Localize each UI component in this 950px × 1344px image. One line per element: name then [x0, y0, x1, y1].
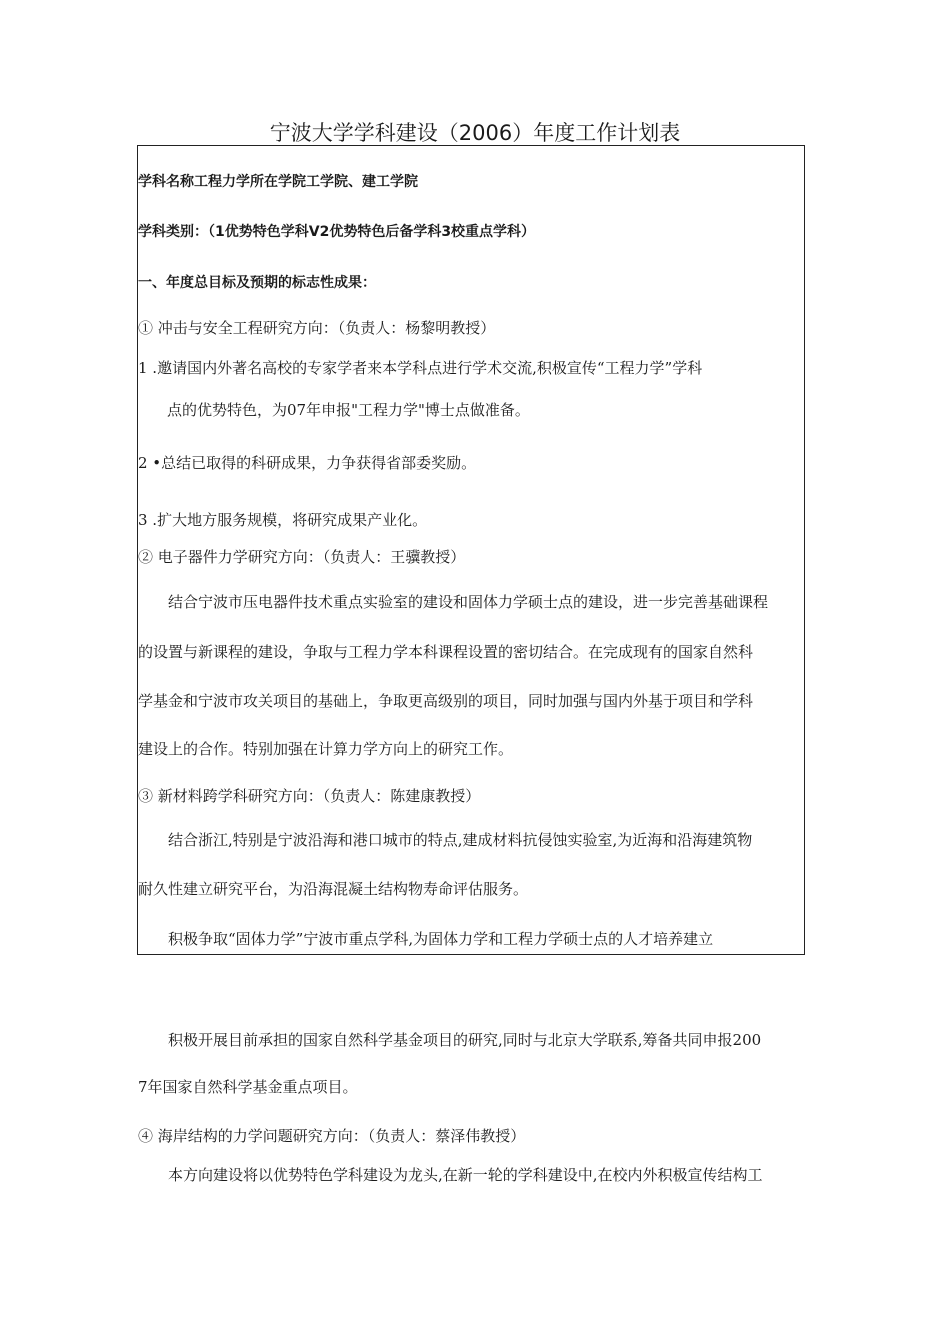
direction-3-paragraph-line-1: 结合浙江,特别是宁波沿海和港口城市的特点,建成材料抗侵蚀实验室,为近海和沿海建筑物: [168, 831, 753, 849]
direction-1-item-1-cont: 点的优势特色，为07年申报"工程力学"博士点做准备。: [167, 401, 530, 419]
direction-1-item-2: 2 •总结已取得的科研成果，力争获得省部委奖励。: [138, 454, 477, 472]
direction-2-heading: ② 电子器件力学研究方向：（负责人：王骥教授）: [138, 548, 466, 566]
direction-3-paragraph-line-2: 耐久性建立研究平台，为沿海混凝土结构物寿命评估服务。: [138, 880, 529, 898]
direction-1-heading: ① 冲击与安全工程研究方向：（负责人：杨黎明教授）: [138, 319, 496, 337]
direction-2-paragraph-line-4: 建设上的合作。特别加强在计算力学方向上的研究工作。: [138, 740, 514, 758]
direction-4-paragraph-line-1: 本方向建设将以优势特色学科建设为龙头,在新一轮的学科建设中,在校内外积极宣传结构工: [168, 1166, 763, 1184]
direction-3-heading: ③ 新材料跨学科研究方向：（负责人：陈建康教授）: [138, 787, 481, 805]
document-title: 宁波大学学科建设（2006）年度工作计划表: [269, 121, 681, 145]
discipline-info-line: 学科名称工程力学所在学院工学院、建工学院: [138, 174, 418, 190]
direction-2-paragraph-line-2: 的设置与新课程的建设，争取与工程力学本科课程设置的密切结合。在完成现有的国家自然科: [138, 643, 754, 661]
direction-1-item-1: 1 .邀请国内外著名高校的专家学者来本学科点进行学术交流,积极宣传“工程力学”学科: [138, 359, 703, 377]
direction-1-item-3: 3 .扩大地方服务规模，将研究成果产业化。: [138, 511, 428, 529]
section-heading-annual-goals: 一、年度总目标及预期的标志性成果：: [138, 275, 376, 291]
continuation-paragraph-line-2: 7年国家自然科学基金重点项目。: [138, 1078, 358, 1096]
direction-3-paragraph-line-3: 积极争取“固体力学”宁波市重点学科,为固体力学和工程力学硕士点的人才培养建立: [168, 930, 714, 948]
direction-4-heading: ④ 海岸结构的力学问题研究方向：（负责人：蔡泽伟教授）: [138, 1127, 526, 1145]
direction-2-paragraph-line-3: 学基金和宁波市攻关项目的基础上，争取更高级别的项目，同时加强与国内外基于项目和学科: [138, 692, 754, 710]
discipline-category-line: 学科类别：（1优势特色学科V2优势特色后备学科3校重点学科）: [138, 224, 536, 240]
direction-2-paragraph-line-1: 结合宁波市压电器件技术重点实验室的建设和固体力学硕士点的建设，进一步完善基础课程: [168, 593, 769, 611]
continuation-paragraph-line-1: 积极开展目前承担的国家自然科学基金项目的研究,同时与北京大学联系,筹备共同申报200: [168, 1031, 762, 1049]
